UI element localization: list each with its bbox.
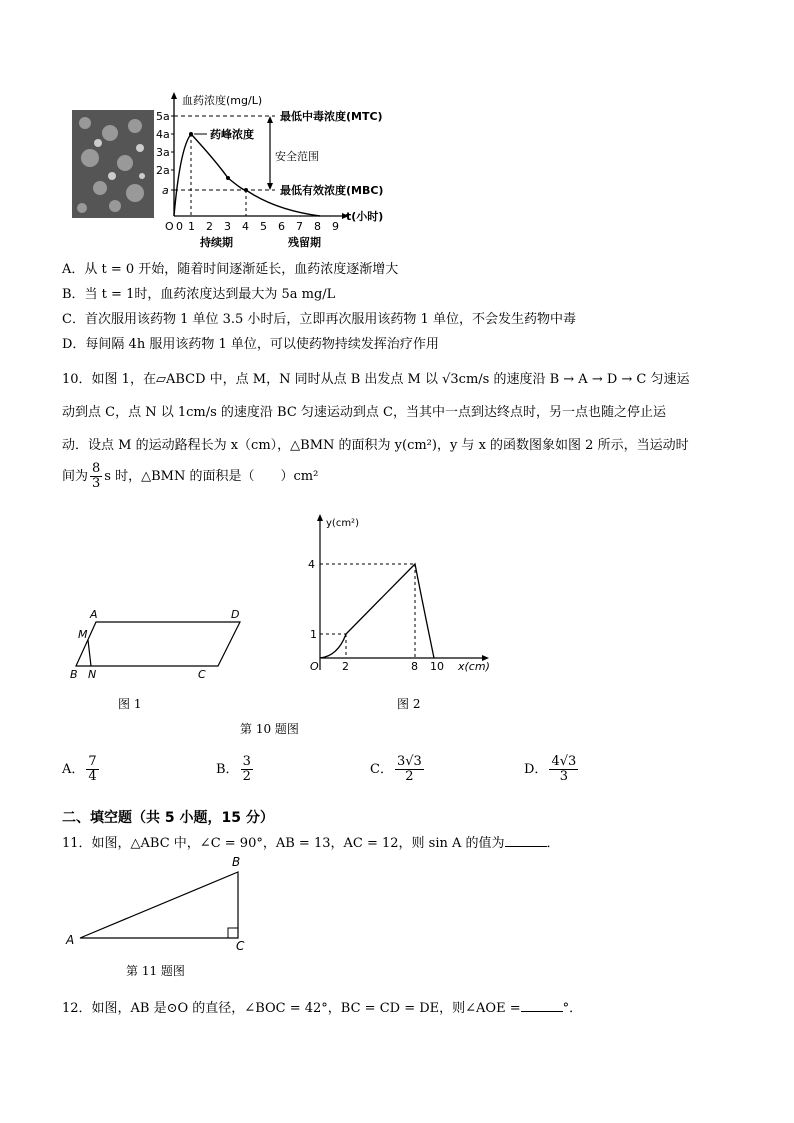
y-tick: 2a <box>156 164 170 177</box>
y-tick: 5a <box>156 110 170 123</box>
x-axis-label: t(小时) <box>346 210 384 223</box>
mtc-label: 最低中毒浓度(MTC) <box>280 110 383 123</box>
fig2-y-tick: 1 <box>310 628 317 641</box>
option-den: 2 <box>242 769 251 784</box>
q10-option-b <box>216 755 255 784</box>
y-tick: 4a <box>156 128 170 141</box>
q9-figure <box>70 88 420 253</box>
q10-figure1 <box>66 600 256 685</box>
option-label: A． <box>62 762 85 777</box>
peak-label: 药峰浓度 <box>210 128 254 141</box>
fig1-caption: 图 1 <box>118 697 142 711</box>
function-graph <box>300 510 500 680</box>
fig2-y-label: y(cm²) <box>326 518 359 529</box>
x-tick: 8 <box>314 220 321 233</box>
x-tick: 7 <box>296 220 303 233</box>
q9-option-d: D．每间隔 4h 服用该药物 1 单位，可以使药物持续发挥治疗作用 <box>62 337 439 352</box>
q9-option-a: A．从 t = 0 开始，随着时间逐渐延长，血药浓度逐渐增大 <box>62 262 399 277</box>
q11-point-c: C <box>236 939 245 952</box>
option-label: C． <box>370 762 393 777</box>
q10-figure2 <box>300 510 500 680</box>
fig2-x-label: x(cm) <box>458 660 490 673</box>
q10-option-c <box>370 755 426 784</box>
safe-range-label: 安全范围 <box>275 150 319 163</box>
mbc-label: 最低有效浓度(MBC) <box>280 184 384 197</box>
fig2-curve <box>320 564 434 658</box>
option-den: 2 <box>405 769 414 784</box>
fig2-origin: O <box>310 660 319 673</box>
q10-line4-post: s 时，△BMN 的面积是（ ）cm² <box>104 469 319 484</box>
fig2-y-tick: 4 <box>308 558 315 571</box>
period2-label: 残留期 <box>288 236 321 249</box>
x-tick: 6 <box>278 220 285 233</box>
option-label: D． <box>524 762 548 777</box>
right-triangle-diagram <box>62 852 262 952</box>
fig2-x-tick: 2 <box>342 660 349 673</box>
point-b: B <box>70 668 78 681</box>
fig2-x-tick: 8 <box>411 660 418 673</box>
q9-option-c: C．首次服用该药物 1 单位 3.5 小时后，立即再次服用该药物 1 单位，不会发生药物中毒 <box>62 312 576 327</box>
option-num: 4√3 <box>551 754 577 769</box>
q11-end: ． <box>546 836 560 851</box>
q10-line4 <box>62 462 318 491</box>
option-den: 3 <box>559 769 568 784</box>
origin-label: O <box>165 220 174 233</box>
x-tick: 0 <box>176 220 183 233</box>
fig2-caption: 图 2 <box>397 697 421 711</box>
point-c: C <box>198 668 206 681</box>
option-num: 3 <box>242 754 251 769</box>
point-d: D <box>231 608 240 621</box>
x-tick: 3 <box>224 220 231 233</box>
q10-figure-caption: 第 10 题图 <box>240 722 299 736</box>
q12-question: 12．如图，AB 是⊙O 的直径，∠BOC = 42°，BC = CD = DE，则∠AOE = <box>62 1001 521 1016</box>
concentration-curve <box>174 134 320 216</box>
q10-time-num: 8 <box>92 461 101 476</box>
fig2-x-tick: 10 <box>430 660 444 673</box>
q12-end: °． <box>562 1001 583 1016</box>
x-tick: 1 <box>188 220 195 233</box>
option-den: 4 <box>88 769 97 784</box>
x-tick: 2 <box>206 220 213 233</box>
q12-text <box>62 997 582 1016</box>
q10-time-fraction <box>90 462 102 491</box>
parallelogram-diagram <box>66 600 256 685</box>
q11-caption: 第 11 题图 <box>126 964 185 978</box>
q10-option-a <box>62 755 101 784</box>
q12-answer-blank[interactable] <box>521 1001 563 1012</box>
q11-point-a: A <box>66 933 75 947</box>
period1-label: 持续期 <box>200 236 233 249</box>
section-heading: 二、填空题（共 5 小题，15 分） <box>62 810 274 826</box>
q11-answer-blank[interactable] <box>505 836 547 847</box>
x-tick: 4 <box>242 220 249 233</box>
q11-text <box>62 832 560 851</box>
option-label: B． <box>216 762 239 777</box>
q10-time-den: 3 <box>92 476 101 491</box>
q10-option-d <box>524 755 580 784</box>
y-axis-label: 血药浓度(mg/L) <box>182 94 263 107</box>
q9-graph <box>70 88 420 253</box>
q9-option-b: B．当 t = 1时，血药浓度达到最大为 5a mg/L <box>62 287 336 302</box>
q11-figure <box>62 852 262 952</box>
option-num: 3√3 <box>396 754 422 769</box>
point-n: N <box>88 668 97 681</box>
x-tick: 5 <box>260 220 267 233</box>
option-num: 7 <box>88 754 97 769</box>
point-m: M <box>78 628 88 641</box>
q10-line2: 动到点 C，点 N 以 1cm/s 的速度沿 BC 匀速运动到点 C，当其中一点到达终点时，另一点也随之停止运 <box>62 405 666 420</box>
q10-line1: 10．如图 1，在▱ABCD 中，点 M，N 同时从点 B 出发点 M 以 √3cm/s 的速度沿 B → A → D → C 匀速运 <box>62 372 690 387</box>
q11-point-b: B <box>232 855 241 869</box>
x-tick: 9 <box>332 220 339 233</box>
y-tick: a <box>162 184 169 197</box>
q10-line4-pre: 间为 <box>62 469 89 484</box>
q10-line3: 动．设点 M 的运动路程长为 x（cm），△BMN 的面积为 y(cm²)，y 与 x 的函数图象如图 2 所示，当运动时 <box>62 438 689 453</box>
q11-question: 11．如图，△ABC 中，∠C = 90°，AB = 13，AC = 12，则 sin A 的值为 <box>62 836 505 851</box>
y-tick: 3a <box>156 146 170 159</box>
point-a: A <box>90 608 98 621</box>
